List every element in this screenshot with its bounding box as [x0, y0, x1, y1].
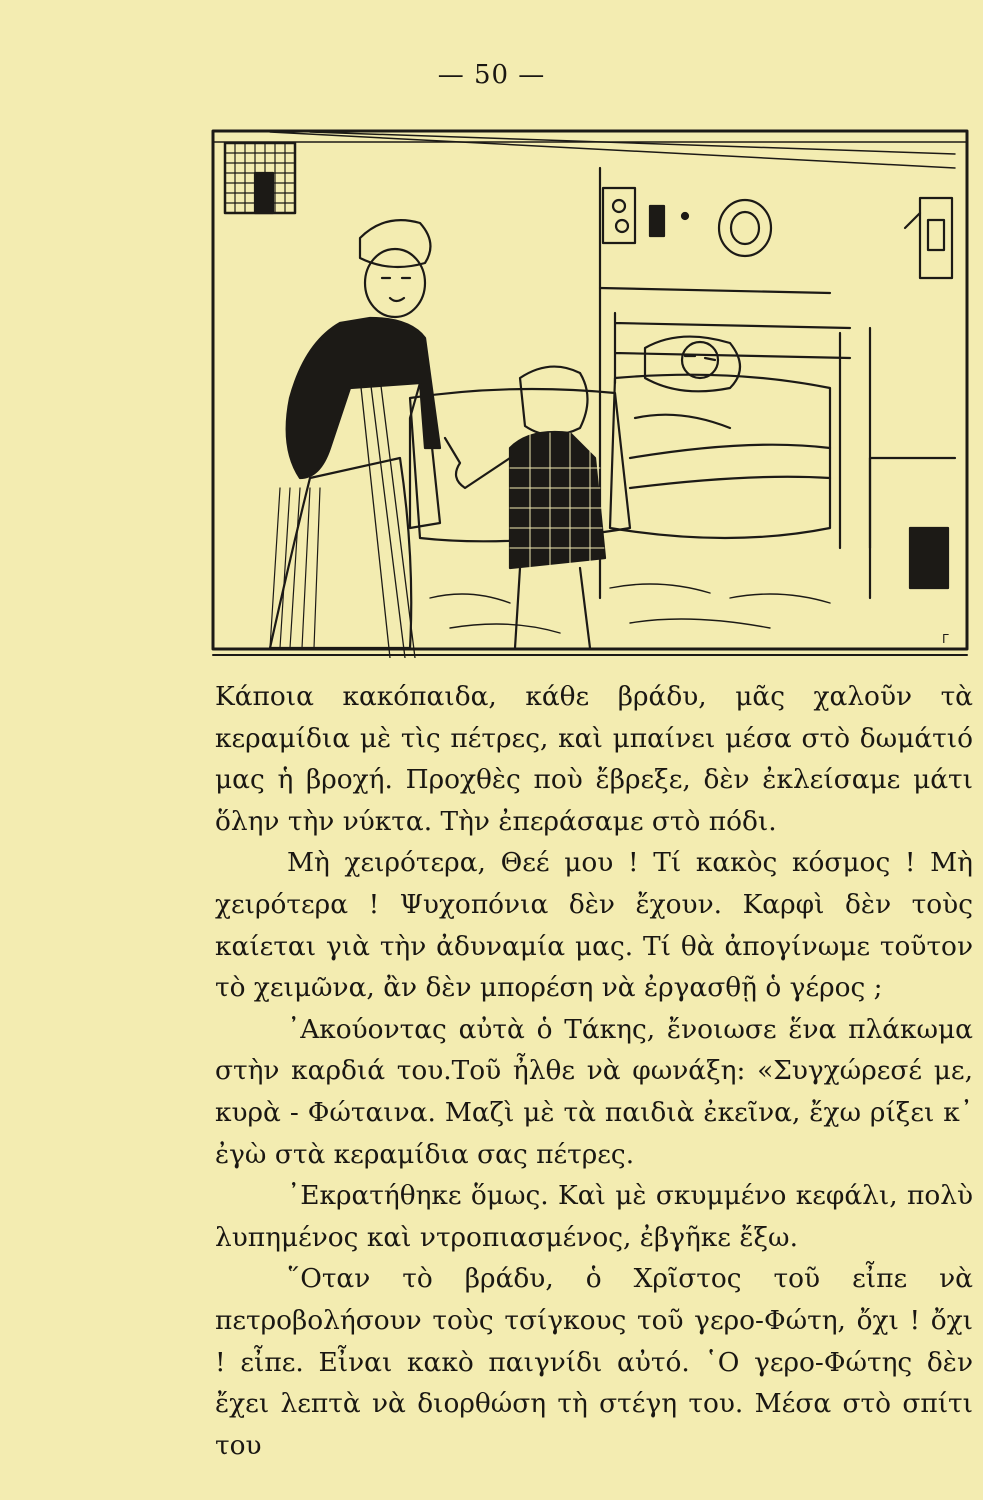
floor-stones: [430, 584, 830, 633]
illustration: [210, 128, 970, 658]
stove-door-icon: [910, 528, 948, 588]
paragraph-4: ᾿Εκρατήθηκε ὅμως. Καὶ μὲ σκυμμένο κεφάλι, πολὺ λυπημένος καὶ ντροπιασμένος, ἐβγῆκε ἔξω.: [215, 1180, 973, 1253]
paragraph-3: ᾿Ακούοντας αὐτὰ ὁ Τάκης, ἔνοιωσε ἕνα πλάκωμα στὴν καρδιά του.Τοῦ ἦλθε νὰ φωνάξη: «Συγχώρεσέ με, κυρὰ - Φώταινα. Μαζὶ μὲ τὰ παιδιὰ ἐκεῖνα, ἔχω ρίξει κ᾿ ἐγὼ στὰ κεραμίδια σας πέτρες.: [215, 1013, 973, 1170]
wall-hanging-icon: [905, 198, 952, 278]
grandmother-figure: [270, 220, 440, 658]
paragraph-1: Κάποια κακόπαιδα, κάθε βράδυ, μᾶς χαλοῦν τὰ κεραμίδια μὲ τὶς πέτρες, καὶ μπαίνει μέσα στὸ δωμάτιό μας ἡ βροχή. Προχθὲς ποὺ ἔβρεξε, δὲν ἐκλείσαμε μάτι ὅλην τὴν νύκτα. Τὴν ἐπεράσαμε στὸ πόδι.: [215, 681, 973, 837]
wall-frame-icon: [650, 206, 664, 236]
body-text: [215, 676, 973, 1466]
bed: [410, 313, 870, 548]
illustrator-mark: Γ: [942, 632, 949, 646]
window-icon: [225, 143, 295, 213]
paragraph-2: Μὴ χειρότερα, Θεέ μου ! Τί κακὸς κόσμος ! Μὴ χειρότερα ! Ψυχοπόνια δὲν ἔχουν. Καρφὶ δὲν τοὺς καίεται γιὰ τὴν ἀδυναμία μας. Τί θὰ ἀπογίνωμε τοῦτον τὸ χειμῶνα, ἂν δὲν μπορέση νὰ ἐργασθῇ ὁ γέρος ;: [215, 847, 973, 1004]
wall-plate-icon: [603, 188, 635, 243]
wall-clock-icon: [719, 200, 771, 256]
boy-figure: [445, 367, 605, 648]
old-man-in-bed: [635, 337, 740, 428]
paragraph-5: ῞Οταν τὸ βράδυ, ὁ Χρῖστος τοῦ εἶπε νὰ πετροβολήσουν τοὺς τσίγκους τοῦ γερο-Φώτη, ὄχι ! ὄχι ! εἶπε. Εἶναι κακὸ παιγνίδι αὐτό. ῾Ο γερο-Φώτης δὲν ἔχει λεπτὰ νὰ διορθώση τὴ στέγη του. Μέσα στὸ σπίτι του: [215, 1263, 973, 1461]
page-number: — 50 —: [437, 60, 546, 90]
